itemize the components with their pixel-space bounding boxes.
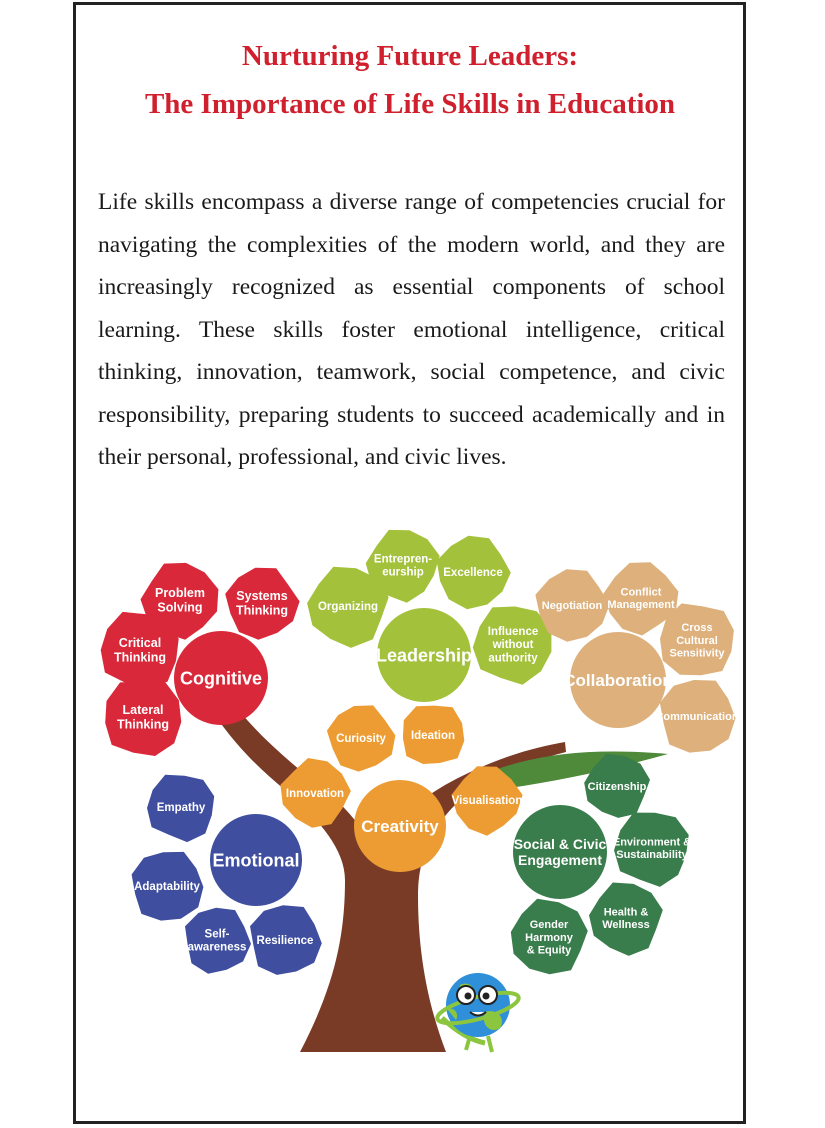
leaf-self-awareness-label: Self-awareness bbox=[187, 928, 247, 954]
leaf-communication-label: Communication bbox=[655, 710, 739, 723]
leaf-gender-harmony-and-equity-label: Gender Harmony & Equity bbox=[525, 919, 573, 957]
leaf-visualisation-label: Visualisation bbox=[451, 795, 523, 807]
hub-collaboration-label: Collaboration bbox=[563, 671, 673, 690]
hub-leadership-label: Leadership bbox=[375, 645, 473, 666]
leaf-curiosity-label: Curiosity bbox=[336, 733, 386, 745]
leaf-entrepren-eurship-label: Entrepren-eurship bbox=[373, 553, 433, 579]
leaf-lateral-thinking-label: Lateral Thinking bbox=[116, 703, 170, 732]
title-line-1: Nurturing Future Leaders: bbox=[241, 40, 579, 72]
leaf-organizing-label: Organizing bbox=[317, 601, 379, 613]
leaf-resilience-label: Resilience bbox=[256, 935, 314, 947]
social-group bbox=[511, 754, 691, 974]
leaf-problem-solving-label: Problem Solving bbox=[154, 586, 206, 615]
leaf-conflict-management-label: Conflict Management bbox=[607, 586, 675, 612]
leaf-excellence-label: Excellence bbox=[443, 567, 503, 579]
leaf-ideation-label: Ideation bbox=[410, 730, 456, 742]
intro-paragraph: Life skills encompass a diverse range of competencies crucial for navigating the complexities of the modern world, and they are increasingly recognized as essential components of school learning. These skills foster emotional intelligence, critical thinking, innovation, teamwork, social competence, and civic responsibility, preparing students to succeed academically and in their personal, professional, and civic lives. bbox=[98, 189, 725, 470]
leaf-negotiation-label: Negotiation bbox=[541, 599, 603, 612]
cognitive-group bbox=[101, 563, 300, 756]
collaboration-group bbox=[535, 562, 738, 752]
leadership-group bbox=[307, 530, 551, 702]
leaf-health-and-wellness-label: Health & Wellness bbox=[602, 906, 650, 932]
hub-cognitive-label: Cognitive bbox=[179, 668, 263, 689]
leaf-innovation-label: Innovation bbox=[285, 788, 345, 800]
leaf-influence-without-authority-label: Influence without authority bbox=[487, 625, 539, 665]
globe-mascot-icon bbox=[435, 973, 522, 1052]
leaf-critical-thinking-label: Critical Thinking bbox=[113, 636, 167, 665]
leaf-environment-and-sustainability-label: Environment & Sustainability bbox=[612, 836, 692, 862]
hub-social-and-civic-engagement-label: Social & Civic Engagement bbox=[513, 835, 607, 868]
creativity-group bbox=[280, 705, 522, 872]
leaf-systems-thinking-label: Systems Thinking bbox=[235, 589, 289, 618]
leaf-empathy-label: Empathy bbox=[156, 802, 206, 814]
hub-creativity-label: Creativity bbox=[361, 817, 439, 836]
leaf-citizenship-label: Citizenship bbox=[587, 780, 647, 793]
leaf-cross-cultural-sensitivity-label: Cross Cultural Sensitivity bbox=[669, 622, 725, 660]
title-line-2: The Importance of Life Skills in Education bbox=[144, 88, 676, 120]
leaf-adaptability-label: Adaptability bbox=[134, 881, 200, 893]
hub-emotional-label: Emotional bbox=[212, 850, 300, 871]
